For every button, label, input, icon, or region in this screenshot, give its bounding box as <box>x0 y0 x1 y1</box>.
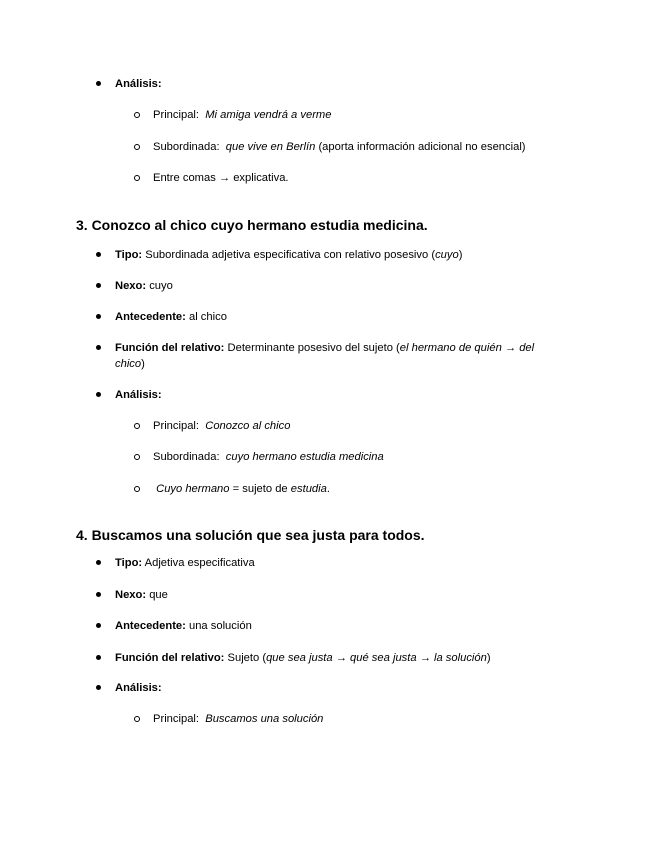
subordinada-label: Subordinada: <box>153 141 220 153</box>
subordinada-clause: cuyo hermano estudia medicina <box>225 451 384 463</box>
bullet-antecedente <box>96 618 576 634</box>
sub-bullet-circle <box>134 454 140 460</box>
sub-bullet-subordinada <box>134 139 594 155</box>
section-4-heading: 4. Buscamos una solución que sea justa para todos. <box>76 527 425 543</box>
bullet-analisis <box>96 680 576 696</box>
principal-label: Principal: <box>153 713 200 725</box>
bullet-dot <box>96 392 101 397</box>
analisis-label: Análisis: <box>115 682 162 694</box>
section-3-heading: 3. Conozco al chico cuyo hermano estudia medicina. <box>76 217 428 233</box>
bullet-dot <box>96 655 101 660</box>
bullet-nexo <box>96 278 576 294</box>
tipo-label: Tipo: <box>115 557 143 569</box>
explicativa-note: Entre comas → explicativa. <box>153 172 289 184</box>
principal-clause: Buscamos una solución <box>205 713 324 725</box>
bullet-dot <box>96 685 101 690</box>
tipo-close: ) <box>458 249 463 261</box>
funcion-italic: que sea justa → qué sea justa → la solución <box>266 652 487 664</box>
cuyo-hermano: Cuyo hermano <box>156 483 230 495</box>
analisis-label: Análisis: <box>115 78 162 90</box>
principal-label: Principal: <box>153 420 200 432</box>
bullet-nexo <box>96 587 576 603</box>
funcion-label: Función del relativo: <box>115 342 225 354</box>
subordinada-note: (aporta información adicional no esencial) <box>318 141 526 153</box>
bullet-analisis <box>96 387 576 403</box>
sub-bullet-circle <box>134 144 140 150</box>
antecedente-label: Antecedente: <box>115 620 186 632</box>
subordinada-clause: que vive en Berlín <box>225 141 316 153</box>
funcion-text: Sujeto ( <box>227 652 267 664</box>
tipo-text: Adjetiva especificativa <box>144 557 255 569</box>
funcion-label: Función del relativo: <box>115 652 225 664</box>
tipo-label: Tipo: <box>115 249 143 261</box>
sub-bullet-circle <box>134 112 140 118</box>
bullet-funcion <box>96 650 596 666</box>
sub-bullet-principal <box>134 107 594 123</box>
antecedente-text: al chico <box>188 311 227 323</box>
sub-bullet-principal <box>134 711 594 727</box>
sub-bullet-principal <box>134 418 594 434</box>
bullet-tipo <box>96 247 576 263</box>
sub-bullet-note <box>134 481 594 497</box>
bullet-dot <box>96 345 101 350</box>
principal-clause: Conozco al chico <box>205 420 291 432</box>
subordinada-label: Subordinada: <box>153 451 220 463</box>
sujeto-de: = sujeto de <box>232 483 288 495</box>
bullet-dot <box>96 592 101 597</box>
sub-bullet-circle <box>134 175 140 181</box>
estudia: estudia <box>290 483 327 495</box>
antecedente-text: una solución <box>188 620 252 632</box>
tipo-italic: cuyo <box>435 249 459 261</box>
bullet-dot <box>96 314 101 319</box>
bullet-tipo <box>96 555 576 571</box>
bullet-dot <box>96 283 101 288</box>
bullet-funcion <box>96 340 566 372</box>
sub-bullet-circle <box>134 423 140 429</box>
nexo-text: cuyo <box>149 280 173 292</box>
funcion-text: Determinante posesivo del sujeto ( <box>227 342 400 354</box>
sub-bullet-subordinada <box>134 449 594 465</box>
sub-bullet-circle <box>134 716 140 722</box>
bullet-dot <box>96 81 101 86</box>
funcion-close: ) <box>486 652 491 664</box>
nexo-label: Nexo: <box>115 280 147 292</box>
bullet-dot <box>96 560 101 565</box>
principal-clause: Mi amiga vendrá a verme <box>205 109 332 121</box>
sub-bullet-note <box>134 170 594 186</box>
nexo-label: Nexo: <box>115 589 147 601</box>
sub-bullet-circle <box>134 486 140 492</box>
bullet-dot <box>96 252 101 257</box>
bullet-dot <box>96 623 101 628</box>
bullet-antecedente <box>96 309 576 325</box>
analisis-label: Análisis: <box>115 389 162 401</box>
nexo-text: que <box>149 589 168 601</box>
tipo-text: Subordinada adjetiva especificativa con relativo posesivo ( <box>145 249 436 261</box>
bullet-analisis <box>96 76 576 92</box>
principal-label: Principal: <box>153 109 200 121</box>
funcion-italic: el hermano de quién → del chico <box>115 342 535 370</box>
funcion-close: ) <box>141 358 145 370</box>
period: . <box>326 483 330 495</box>
antecedente-label: Antecedente: <box>115 311 186 323</box>
